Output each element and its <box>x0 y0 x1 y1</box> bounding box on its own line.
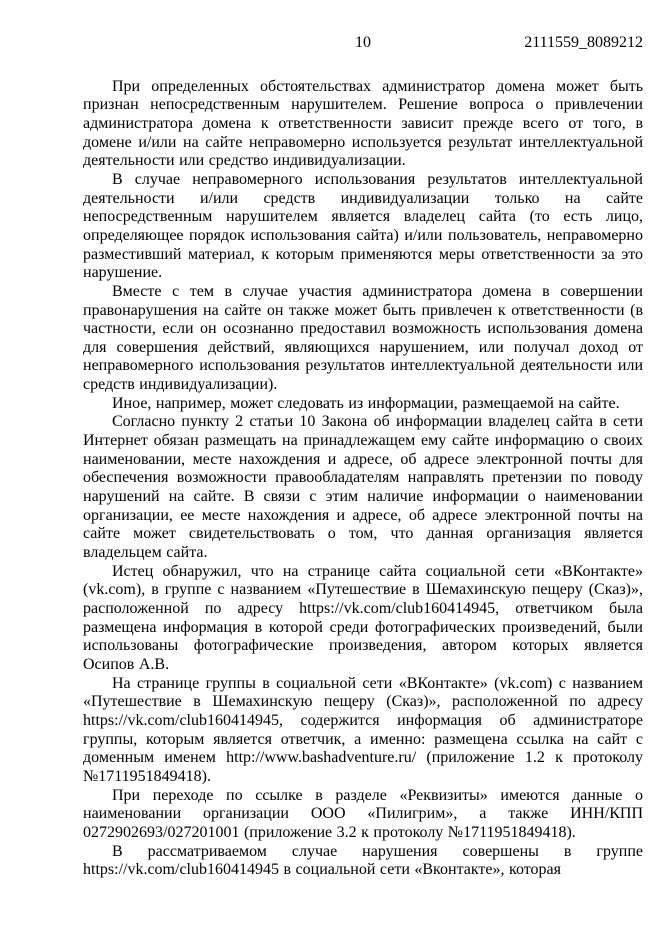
paragraph: При определенных обстоятельствах администратор домена может быть признан непосредственным нарушителем. Решение вопроса о привлечении администратора домена к ответственности зависит прежде всего от того, в домене и/или на сайте неправомерно используется результат интеллектуальной деятельности или средство индивидуализации. <box>83 77 643 170</box>
paragraph: При переходе по ссылке в разделе «Реквизиты» имеются данные о наименовании организации ООО «Пилигрим», а также ИНН/КПП 0272902693/027201001 (приложение 3.2 к протоколу №1711951849418). <box>83 786 643 841</box>
page-header <box>83 34 643 53</box>
paragraph: Истец обнаружил, что на странице сайта социальной сети «ВКонтакте» (vk.com), в группе с названием «Путешествие в Шемахинскую пещеру (Сказ)», расположенной по адресу https://vk.com/club160414945, ответчиком была размещена информация в которой среди фотографических произведений, были использованы фотографические произведения, автором которых является Осипов А.В. <box>83 562 643 673</box>
document-body <box>83 78 643 880</box>
paragraph: Согласно пункту 2 статьи 10 Закона об информации владелец сайта в сети Интернет обязан размещать на принадлежащем ему сайте информацию о своих наименовании, месте нахождения и адресе, об адресе электронной почты для обеспечения возможности правообладателям направлять претензии по поводу нарушений на сайте. В связи с этим наличие информации о наименовании организации, ее месте нахождения и адресе, об адресе электронной почты на сайте может свидетельствовать о том, что данная организация является владельцем сайта. <box>83 413 643 562</box>
document-id: 2111559_8089212 <box>524 34 643 51</box>
paragraph: Иное, например, может следовать из информации, размещаемой на сайте. <box>112 394 620 412</box>
paragraph: В рассматриваемом случае нарушения совершены в группе https://vk.com/club160414945 в социальной сети «Вконтакте», которая <box>83 842 643 879</box>
paragraph: На странице группы в социальной сети «ВКонтакте» (vk.com) с названием «Путешествие в Шемахинскую пещеру (Сказ)», расположенной по адресу https://vk.com/club160414945, содержится информация об администраторе группы, которым является ответчик, а именно: размещена ссылка на сайт с доменным именем http://www.bashadventure.ru/ (приложение 1.2 к протоколу №1711951849418). <box>83 674 643 785</box>
paragraph: В случае неправомерного использования результатов интеллектуальной деятельности и/или средств индивидуализации только на сайте непосредственным нарушителем является владелец сайта (то есть лицо, определяющее порядок использования сайта) и/или пользователь, неправомерно разместивший материал, к которым применяются меры ответственности за это нарушение. <box>83 170 643 282</box>
page-number: 10 <box>355 34 371 51</box>
paragraph: Вместе с тем в случае участия администратора домена в совершении правонарушения на сайте он также может быть привлечен к ответственности (в частности, если он осознанно предоставил возможность использования домена для совершения действий, являющихся нарушением, или получал доход от неправомерного использования результатов интеллектуальной деятельности или средств индивидуализации). <box>83 282 643 394</box>
